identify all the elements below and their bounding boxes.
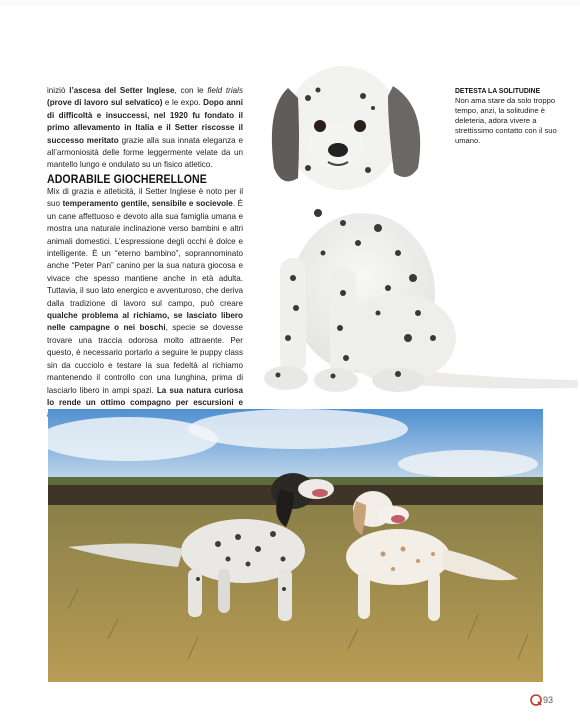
- top-margin: [0, 0, 580, 6]
- page-folio: [530, 694, 553, 706]
- section-body: Mix di grazia e atleticità, il Setter Inglese è noto per il suo temperamento gentile, sensibile e socievole. È un cane affettuoso e devoto alla sua famiglia umana e mostra una naturale inclinazione verso bambini e altri animali domestici. L’espressione degli occhi è dolce e intelligente. È un “eterno bambino”, soprannominato anche “Peter Pan” canino per la sua natura giocosa e vivace che spesso mantiene anche in età adulta. Tuttavia, il suo lato energico e avventuroso, che deriva dalla tradizione di lavoro sul campo, può creare qualche problema al richiamo, se lasciato libero nelle campagne o nei boschi, specie se dovesse trovare una traccia odorosa molto attraente. Per questo, è necessario portarlo a seguire le puppy class sin da cucciolo e testare la sua fedeltà al richiamo mantenendo il controllo con una lunghina, prima di lasciarlo libero in ampi spazi. La sua natura curiosa lo rende un ottimo compagno per escursioni e: [47, 187, 243, 407]
- sidebar-title: DETESTA LA SOLITUDINE: [455, 86, 541, 95]
- setter-puppy-image: [248, 38, 580, 398]
- section-heading: ADORABILE GIOCHERELLONE: [47, 172, 207, 186]
- sidebar-text: Non ama stare da solo troppo tempo, anzi, la solitudine è deleteria, adora vivere a strettissimo contatto con il suo umano.: [455, 96, 557, 145]
- setters-field-photo: [48, 409, 543, 682]
- magazine-logo-icon: [530, 694, 542, 706]
- page-number: 93: [543, 695, 554, 705]
- intro-paragraph: iniziò l’ascesa del Setter Inglese, con le field trials (prove di lavoro sul selvatico) e le expo. Dopo anni di difficoltà e insuccessi, nel 1920 fu fondato il primo allevamento in Italia e il Setter riscosse il successo meritato grazie alla sua innata eleganza e all’armoniosità delle forme leggermente velate da un mantello lungo e ondulato su un fisico atletico.: [47, 86, 244, 170]
